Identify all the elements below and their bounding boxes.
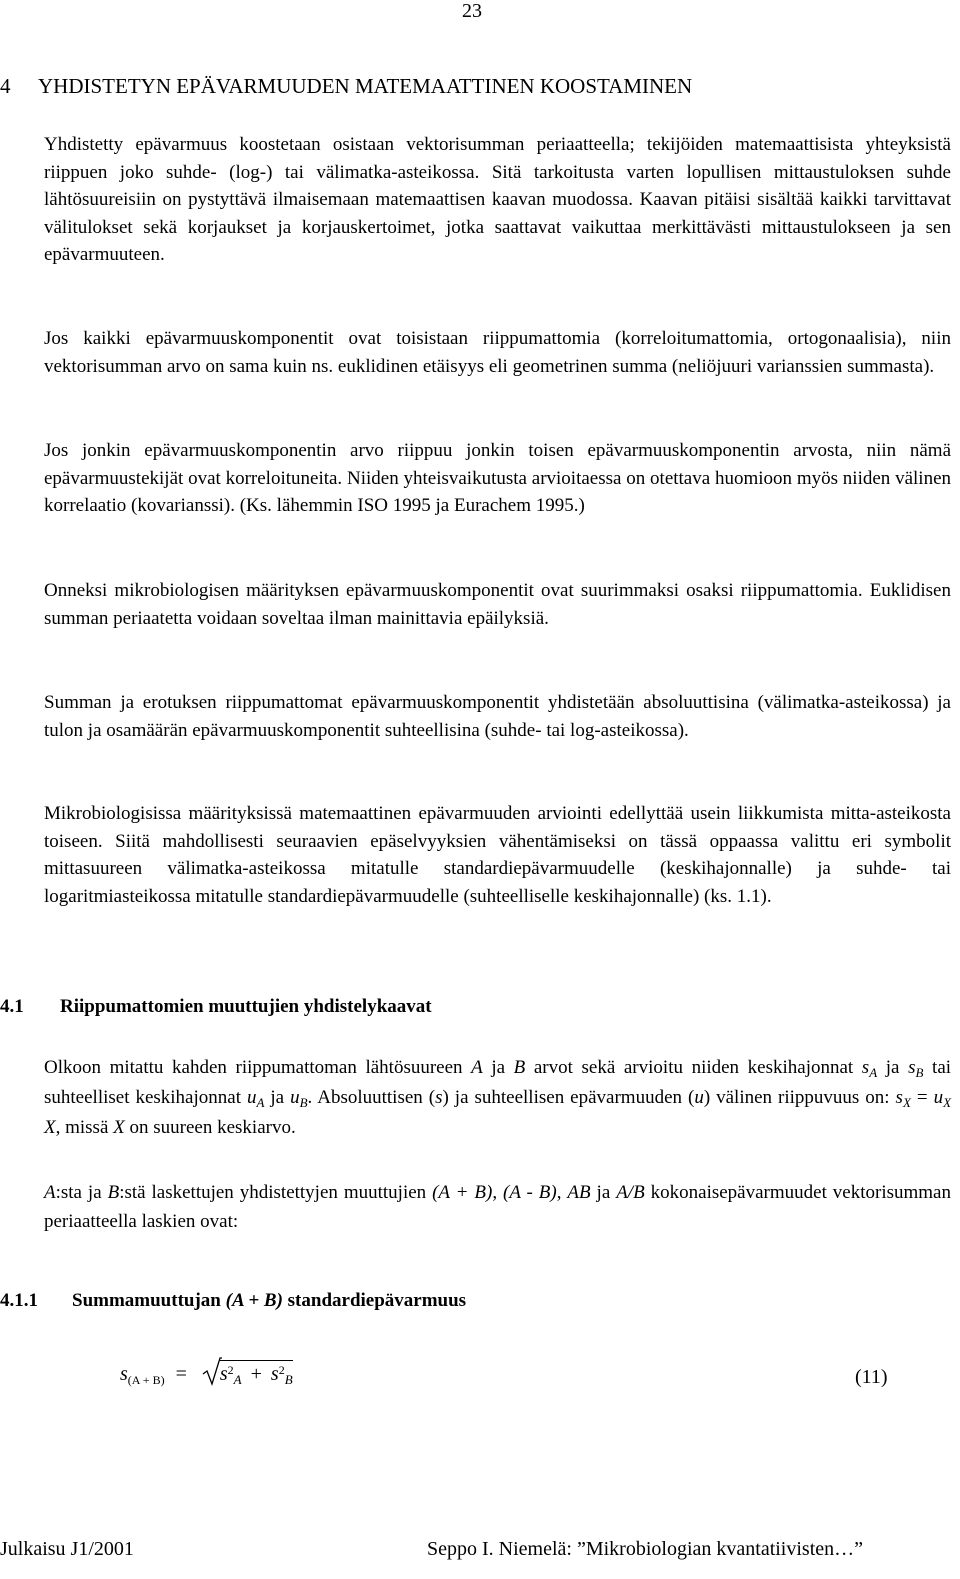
- radical-icon: [202, 1352, 222, 1386]
- subsection-title: Summamuuttujan (A + B) standardiepävarmuus: [72, 1290, 467, 1311]
- section-number: 4.1: [0, 996, 24, 1017]
- paragraph-3: Jos jonkin epävarmuuskomponentin arvo riippuu jonkin toisen epävarmuuskomponentin arvosta, niin nämä epävarmuustekijät ovat korreloituneita. Niiden yhteisvaikutusta arvioitaessa on otettava huomioon myös niiden välinen korrelaatio (kovarianssi). (Ks. lähemmin ISO 1995 ja Eurachem 1995.): [44, 440, 951, 516]
- chapter-title: YHDISTETYN EPÄVARMUUDEN MATEMAATTINEN KOOSTAMINEN: [38, 74, 693, 98]
- chapter-number: 4: [0, 74, 11, 98]
- equation-number: (11): [855, 1366, 888, 1388]
- section-paragraph-1: Olkoon mitattu kahden riippumattoman lähtösuureen A ja B arvot sekä arvioitu niiden keskihajonnat $s_A$ ja $s_B$ tai suhteelliset keskihajonnat $u_A$ ja $u_B$. Absoluuttisen (s) ja suhteellisen epävarmuuden (u) välinen riippuvuus on: $s_X = u_X$ X, missä X on suureen keskiarvo.: [44, 1057, 952, 1138]
- paragraph-2: Jos kaikki epävarmuuskomponentit ovat toisistaan riippumattomia (korreloitumattomia, ortogonaalisia), niin vektorisumman arvo on sama kuin ns. euklidinen etäisyys eli geometrinen summa (neliöjuuri varianssien summasta).: [44, 328, 951, 377]
- section-paragraph-2: A:sta ja B:stä laskettujen yhdistettyjen muuttujien (A + B), (A - B), AB ja A/B kokonaisepävarmuudet vektorisumman periaatteella laskien ovat:: [44, 1182, 951, 1232]
- footer-publication: Julkaisu J1/2001: [0, 1538, 134, 1560]
- footer-author-title: Seppo I. Niemelä: ”Mikrobiologian kvantatiivisten…”: [427, 1538, 864, 1560]
- paragraph-4: Onneksi mikrobiologisen määrityksen epävarmuuskomponentit ovat suurimmaksi osaksi riippumattomia. Euklidisen summan periaatetta voidaan soveltaa ilman mainittavia epäilyksiä.: [44, 580, 951, 629]
- page-number: 23: [462, 0, 482, 22]
- paragraph-1: Yhdistetty epävarmuus koostetaan osistaan vektorisumman periaatteella; tekijöiden matemaattisista yhteyksistä riippuen joko suhde- (log-) tai välimatka-asteikossa. Sitä tarkoitusta varten lopullisen mittaustuloksen suhde lähtösuureisiin on pystyttävä ilmaisemaan matemaattisen kaavan muodossa. Kaavan pitäisi sisältää kaikki tarvittavat välitulokset sekä korjaukset ja korjauskertoimet, jotka saattavat vaikuttaa merkittävästi mittaustulokseen ja sen epävarmuuteen.: [44, 134, 951, 265]
- subsection-heading: [0, 1290, 467, 1312]
- paragraph-5: Summan ja erotuksen riippumattomat epävarmuuskomponentit yhdistetään absoluuttisina (välimatka-asteikossa) ja tulon ja osamäärän epävarmuuskomponentit suhteellisina (suhde- tai log-asteikossa).: [44, 692, 951, 741]
- section-heading: [0, 996, 432, 1018]
- square-root-sign: $s^2_A + s^2_B$: [202, 1360, 293, 1386]
- subsection-number: 4.1.1: [0, 1290, 38, 1311]
- equation-11: $s_{(A + B)}$ = $s^2_A + s^2_B$: [120, 1360, 293, 1386]
- section-title: Riippumattomien muuttujien yhdistelykaavat: [60, 996, 432, 1017]
- paragraph-6: Mikrobiologisissa määrityksissä matemaattinen epävarmuuden arviointi edellyttää usein liikkumista mitta-asteikosta toiseen. Siitä mahdollisesti seuraavien epäselvyyksien vähentämiseksi on tässä oppaassa valittu eri symbolit mittasuureen välimatka-asteikossa mitatulle standardiepävarmuudelle (keskihajonnalle) ja suhde- tai logaritmiasteikossa mitatulle standardiepävarmuudelle (suhteelliselle keskihajonnalle) (ks. 1.1).: [44, 803, 951, 907]
